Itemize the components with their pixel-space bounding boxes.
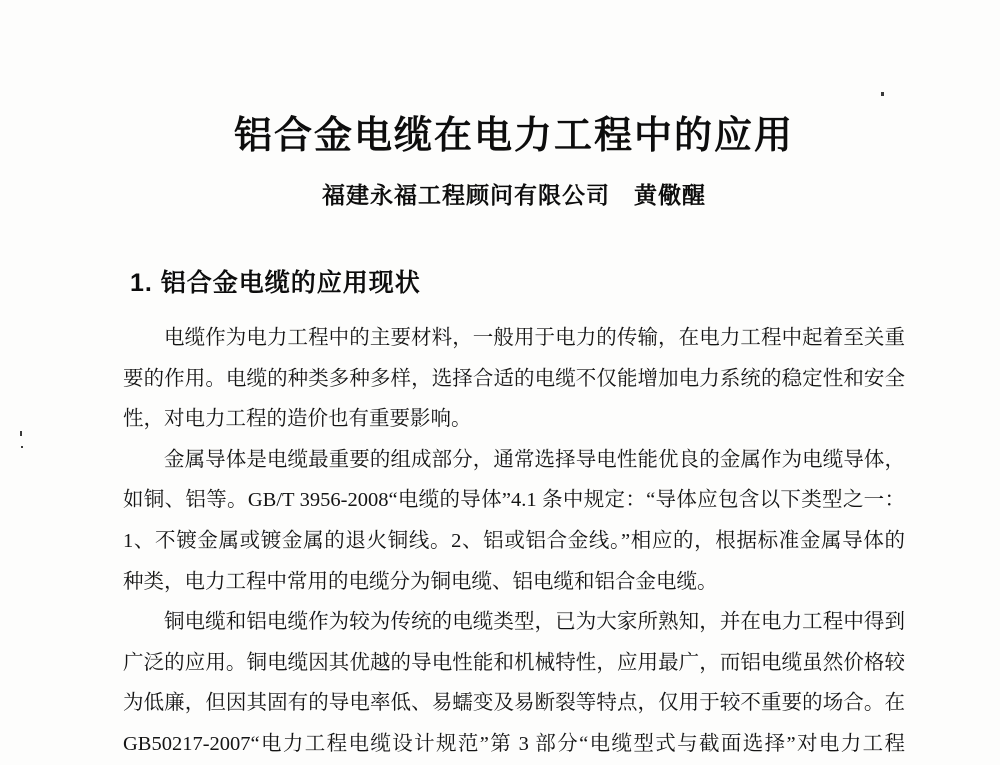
- section-heading: 1. 铝合金电缆的应用现状: [130, 269, 421, 297]
- document-byline: 福建永福工程顾问有限公司 黄儆醒: [322, 182, 706, 208]
- scan-artifact-speck: [20, 431, 22, 436]
- document-title: 铝合金电缆在电力工程中的应用: [233, 115, 794, 157]
- paragraph-line: 如铜、铝等。GB/T 3956-2008“电缆的导体”4.1 条中规定：“导体应包含以下类型之一：: [123, 489, 905, 512]
- paragraph-line: 铜电缆和铝电缆作为较为传统的电缆类型，已为大家所熟知，并在电力工程中得到: [164, 611, 905, 634]
- paragraph-line: 金属导体是电缆最重要的组成部分，通常选择导电性能优良的金属作为电缆导体，: [164, 448, 905, 471]
- paragraph-line: 性，对电力工程的造价也有重要影响。: [123, 408, 472, 431]
- paragraph-line: 1、不镀金属或镀金属的退火铜线。2、铝或铝合金线。”相应的，根据标准金属导体的: [123, 529, 905, 552]
- paragraph-line: 要的作用。电缆的种类多种多样，选择合适的电缆不仅能增加电力系统的稳定性和安全: [123, 367, 905, 390]
- paragraph-line: 为低廉，但因其固有的导电率低、易蠕变及易断裂等特点，仅用于较不重要的场合。在: [123, 692, 905, 715]
- paragraph-line: 电缆作为电力工程中的主要材料，一般用于电力的传输，在电力工程中起着至关重: [164, 327, 905, 349]
- paragraph-line: 广泛的应用。铜电缆因其优越的导电性能和机械特性，应用最广，而铝电缆虽然价格较: [123, 651, 905, 674]
- paragraph-line: 种类，电力工程中常用的电缆分为铜电缆、铝电缆和铝合金电缆。: [123, 570, 718, 593]
- scan-artifact-speck: [21, 446, 23, 448]
- document-body: [123, 318, 905, 765]
- scan-artifact-speck: [881, 92, 884, 96]
- paragraph-line: GB50217-2007“电力工程电缆设计规范”第 3 部分“电缆型式与截面选择”对电力工程: [123, 732, 905, 755]
